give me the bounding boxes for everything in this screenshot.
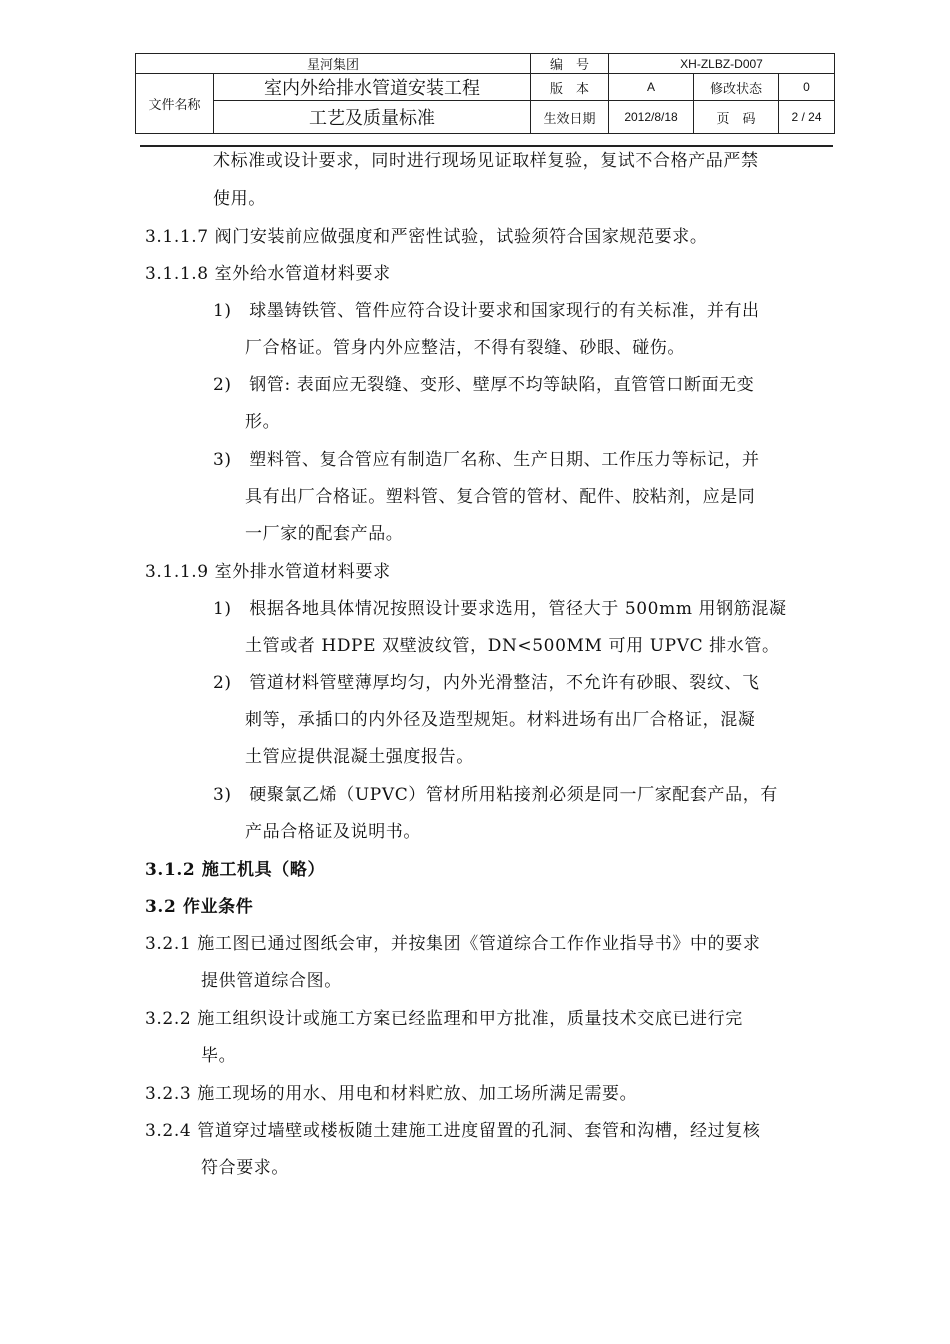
list-item: 3) 塑料管、复合管应有制造厂名称、生产日期、工作压力等标记，并 <box>213 450 760 470</box>
company-name: 星河集团 <box>136 54 531 74</box>
list-item-continued: 厂合格证。管身内外应整洁，不得有裂缝、砂眼、碰伤。 <box>245 338 685 358</box>
section-heading-3-1-2: 3.1.2 施工机具（略） <box>145 860 326 880</box>
paragraph-line: 术标准或设计要求，同时进行现场见证取样复验，复试不合格产品严禁 <box>213 151 759 171</box>
code-value: XH-ZLBZ-D007 <box>609 54 835 74</box>
list-item-continued: 具有出厂合格证。塑料管、复合管的管材、配件、胶粘剂，应是同 <box>245 487 756 507</box>
paragraph-line: 提供管道综合图。 <box>201 971 342 991</box>
document-title-line2: 工艺及质量标准 <box>214 101 531 134</box>
section-3-1-1-9: 3.1.1.9 室外排水管道材料要求 <box>145 562 391 582</box>
list-item: 2) 钢管: 表面应无裂缝、变形、壁厚不均等缺陷，直管管口断面无变 <box>213 375 755 395</box>
paragraph-line: 符合要求。 <box>201 1158 289 1178</box>
paragraph-line: 使用。 <box>213 189 266 209</box>
document-title-line1: 室内外给排水管道安装工程 <box>214 74 531 101</box>
version-label: 版 本 <box>531 74 609 101</box>
effective-date-label: 生效日期 <box>531 101 609 134</box>
list-item: 1) 球墨铸铁管、管件应符合设计要求和国家现行的有关标准，并有出 <box>213 301 760 321</box>
revision-value: 0 <box>779 74 835 101</box>
section-3-1-1-8: 3.1.1.8 室外给水管道材料要求 <box>145 264 391 284</box>
list-item-continued: 一厂家的配套产品。 <box>245 524 404 544</box>
section-3-2-1: 3.2.1 施工图已通过图纸会审，并按集团《管道综合工作作业指导书》中的要求 <box>145 934 761 954</box>
section-3-1-1-7: 3.1.1.7 阀门安装前应做强度和严密性试验，试验须符合国家规范要求。 <box>145 227 708 247</box>
list-item: 3) 硬聚氯乙烯（UPVC）管材所用粘接剂必须是同一厂家配套产品，有 <box>213 785 778 805</box>
page-number: 2 / 24 <box>779 101 835 134</box>
section-heading-3-2: 3.2 作业条件 <box>145 897 254 917</box>
effective-date-value: 2012/8/18 <box>609 101 694 134</box>
list-item: 1) 根据各地具体情况按照设计要求选用，管径大于 500mm 用钢筋混凝 <box>213 599 787 619</box>
section-3-2-4: 3.2.4 管道穿过墙壁或楼板随土建施工进度留置的孔洞、套管和沟槽，经过复核 <box>145 1121 761 1141</box>
filename-label: 文件名称 <box>136 74 214 134</box>
list-item-continued: 土管应提供混凝土强度报告。 <box>245 747 474 767</box>
revision-label: 修改状态 <box>694 74 779 101</box>
section-3-2-3: 3.2.3 施工现场的用水、用电和材料贮放、加工场所满足需要。 <box>145 1084 638 1104</box>
list-item-continued: 刺等，承插口的内外径及造型规矩。材料进场有出厂合格证，混凝 <box>245 710 756 730</box>
paragraph-line: 毕。 <box>201 1046 237 1066</box>
document-header-table <box>135 53 835 134</box>
list-item: 2) 管道材料管壁薄厚均匀，内外光滑整洁，不允许有砂眼、裂纹、飞 <box>213 673 760 693</box>
code-label: 编 号 <box>531 54 609 74</box>
section-3-2-2: 3.2.2 施工组织设计或施工方案已经监理和甲方批准，质量技术交底已进行完 <box>145 1009 743 1029</box>
list-item-continued: 形。 <box>245 412 281 432</box>
list-item-continued: 产品合格证及说明书。 <box>245 822 421 842</box>
version-value: A <box>609 74 694 101</box>
page-label: 页 码 <box>694 101 779 134</box>
list-item-continued: 土管或者 HDPE 双壁波纹管，DN<500MM 可用 UPVC 排水管。 <box>245 636 780 656</box>
